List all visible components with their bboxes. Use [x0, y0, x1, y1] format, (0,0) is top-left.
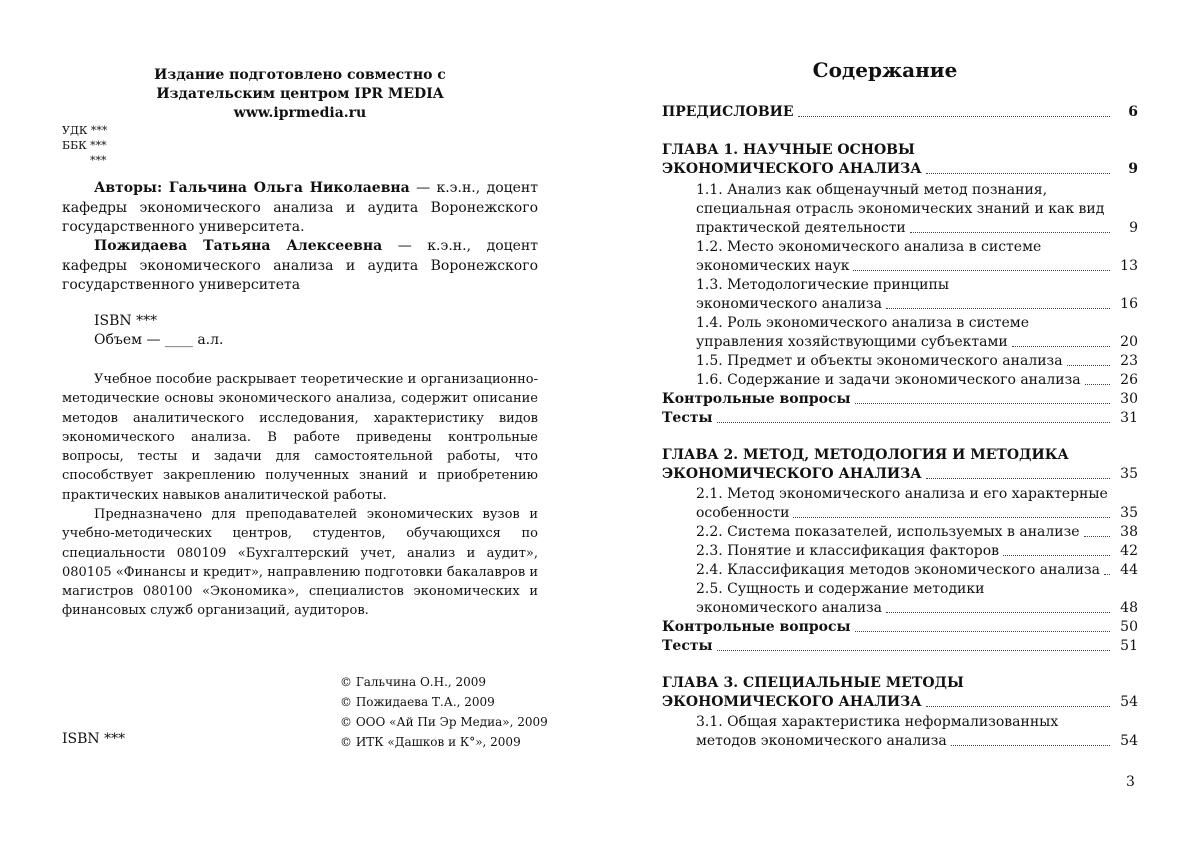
toc-entry-text: экономических наук [696, 258, 850, 274]
udk-code: УДК *** [62, 124, 108, 137]
toc-entry-text: 2.3. Понятие и классификация факторов [696, 543, 1000, 559]
toc-entry-section-2-5[interactable] [696, 599, 1138, 618]
toc-page-number: 54 [1120, 694, 1138, 710]
dot-leader [855, 403, 1110, 404]
toc-section-1-1-line-1: 1.1. Анализ как общенаучный метод познания, [696, 182, 1048, 198]
author-2-name: Пожидаева Татьяна Алексеевна [94, 238, 383, 254]
toc-entry-text: ЭКОНОМИЧЕСКОГО АНАЛИЗА [662, 161, 922, 177]
toc-page-number: 38 [1120, 524, 1138, 540]
toc-entry-section-3-1[interactable] [696, 732, 1138, 751]
toc-entry-text: 2.2. Система показателей, используемых в анализе [696, 524, 1080, 540]
annotation-paragraph-2: Предназначено для преподавателей экономических вузов и учебно-методических центров, студентов, обучающихся по специальности 080109 «Бухгалтерский учет, анализ и аудит», 080105 «Финансы и кредит», направлению подготовки бакалавров и магистров 080100 «Экономика», специалистов экономических и финансовых служб организаций, аудиторов. [62, 507, 538, 619]
toc-page-number: 9 [1129, 220, 1138, 236]
toc-page-number: 13 [1120, 258, 1138, 274]
annotation-paragraph-1: Учебное пособие раскрывает теоретические и организационно-методические основы экономического анализа, содержит описание методов аналитического исследования, характеристику видов экономического анализа. В работе приведены контрольные вопросы, тесты и задачи для самостоятельной работы, что способствует закреплению полученных знаний и приобретению практических навыков аналитической работы. [62, 372, 538, 503]
toc-entry-chapter-2[interactable] [662, 465, 1138, 484]
dot-leader [886, 612, 1110, 613]
toc-entry-section-2-4[interactable] [696, 561, 1138, 580]
toc-entry-text: методов экономического анализа [696, 733, 947, 749]
toc-page-number: 26 [1120, 372, 1138, 388]
toc-entry-text: особенности [696, 505, 790, 521]
toc-entry-section-2-2[interactable] [696, 523, 1138, 542]
dot-leader [717, 422, 1110, 423]
toc-page-number: 16 [1120, 296, 1138, 312]
toc-page-number: 23 [1120, 353, 1138, 369]
author-1-info: — к.э.н., доцент кафедры экономического анализа и аудита Воронежского государственного университета. [62, 180, 538, 235]
toc-entry-text: управления хозяйствующими субъектами [696, 334, 1008, 350]
toc-chapter-2-line-1: ГЛАВА 2. МЕТОД, МЕТОДОЛОГИЯ И МЕТОДИКА [662, 447, 1069, 463]
toc-page-number: 54 [1120, 733, 1138, 749]
dot-leader [1003, 555, 1110, 556]
toc-entry-chapter-1[interactable] [662, 160, 1138, 179]
toc-entry-text: экономического анализа [696, 600, 883, 616]
toc-section-2-1-line-1: 2.1. Метод экономического анализа и его характерные [696, 486, 1108, 502]
dot-leader [886, 308, 1110, 309]
toc-entry-control-questions-2[interactable] [662, 618, 1138, 637]
toc-entry-section-2-1[interactable] [696, 504, 1138, 523]
toc-entry-text: ПРЕДИСЛОВИЕ [662, 104, 794, 120]
toc-entry-control-questions-1[interactable] [662, 390, 1138, 409]
toc-section-1-1-line-2: специальная отрасль экономических знаний и как вид [696, 201, 1105, 217]
dot-leader [717, 650, 1110, 651]
volume: Объем — ____ а.л. [94, 332, 224, 348]
toc-section-2-5-line-1: 2.5. Сущность и содержание методики [696, 581, 985, 597]
toc-entry-section-1-6[interactable] [696, 371, 1138, 390]
dot-leader [910, 232, 1110, 233]
author-mark: *** [90, 154, 107, 167]
toc-section-1-4-line-1: 1.4. Роль экономического анализа в системе [696, 315, 1029, 331]
copyright-1: © Гальчина О.Н., 2009 [340, 675, 487, 689]
toc-entry-section-2-3[interactable] [696, 542, 1138, 561]
dot-leader [1085, 384, 1110, 385]
toc-section-1-2-line-1: 1.2. Место экономического анализа в системе [696, 239, 1042, 255]
dot-leader [1104, 574, 1110, 575]
toc-title: Содержание [812, 58, 958, 82]
toc-section-3-1-line-1: 3.1. Общая характеристика неформализованных [696, 714, 1059, 730]
toc-page-number: 35 [1120, 505, 1138, 521]
toc-entry-text: практической деятельности [696, 220, 906, 236]
toc-page-number: 6 [1128, 104, 1138, 120]
author-1-name: Авторы: Гальчина Ольга Николаевна [94, 180, 410, 196]
toc-entry-text: 2.4. Классификация методов экономического анализа [696, 562, 1100, 578]
publisher-line-2: Издательским центром IPR MEDIA [156, 86, 444, 102]
toc-page-number: 35 [1120, 466, 1138, 482]
publisher-line-1: Издание подготовлено совместно с [154, 67, 446, 83]
dot-leader [926, 173, 1110, 174]
isbn-bottom: ISBN *** [62, 731, 126, 747]
toc-page-number: 51 [1120, 638, 1138, 654]
toc-entry-text: экономического анализа [696, 296, 883, 312]
toc-entry-text: ЭКОНОМИЧЕСКОГО АНАЛИЗА [662, 466, 922, 482]
toc-page-number: 48 [1120, 600, 1138, 616]
bbk-code: ББК *** [62, 139, 107, 152]
publisher-website: www.iprmedia.ru [233, 105, 367, 121]
dot-leader [926, 706, 1110, 707]
right-page [600, 0, 1200, 848]
toc-page-number: 42 [1120, 543, 1138, 559]
toc-page-number: 9 [1128, 161, 1138, 177]
isbn: ISBN *** [94, 313, 158, 329]
toc-entry-text: ЭКОНОМИЧЕСКОГО АНАЛИЗА [662, 694, 922, 710]
dot-leader [798, 116, 1110, 117]
toc-chapter-1-line-1: ГЛАВА 1. НАУЧНЫЕ ОСНОВЫ [662, 142, 915, 158]
dot-leader [853, 270, 1110, 271]
toc-entry-tests-1[interactable] [662, 409, 1138, 428]
author-2 [62, 237, 538, 296]
dot-leader [926, 478, 1110, 479]
toc-entry-chapter-3[interactable] [662, 693, 1138, 712]
dot-leader [793, 517, 1110, 518]
toc-entry-text: 1.6. Содержание и задачи экономического анализа [696, 372, 1081, 388]
dot-leader [1084, 536, 1110, 537]
toc-entry-text: Контрольные вопросы [662, 391, 851, 407]
toc-entry-section-1-2[interactable] [696, 257, 1138, 276]
toc-entry-preface[interactable] [662, 103, 1138, 122]
toc-page-number: 50 [1120, 619, 1138, 635]
toc-entry-text: 1.5. Предмет и объекты экономического анализа [696, 353, 1063, 369]
toc-page-number: 30 [1120, 391, 1138, 407]
dot-leader [1067, 365, 1110, 366]
copyright-3: © ООО «Ай Пи Эр Медиа», 2009 [340, 715, 548, 729]
dot-leader [855, 631, 1110, 632]
toc-entry-text: Тесты [662, 410, 713, 426]
copyright-4: © ИТК «Дашков и К°», 2009 [340, 735, 521, 749]
author-1 [62, 179, 538, 238]
dot-leader [1012, 346, 1110, 347]
toc-entry-section-1-1[interactable] [696, 219, 1138, 238]
copyright-2: © Пожидаева Т.А., 2009 [340, 695, 495, 709]
toc-entry-section-1-4[interactable] [696, 333, 1138, 352]
dot-leader [951, 745, 1110, 746]
toc-section-1-3-line-1: 1.3. Методологические принципы [696, 277, 949, 293]
toc-entry-section-1-3[interactable] [696, 295, 1138, 314]
toc-entry-section-1-5[interactable] [696, 352, 1138, 371]
toc-chapter-3-line-1: ГЛАВА 3. СПЕЦИАЛЬНЫЕ МЕТОДЫ [662, 675, 964, 691]
author-2-info: — к.э.н., доцент кафедры экономического анализа и аудита Воронежского государственного университета [62, 238, 538, 293]
page-number: 3 [1126, 774, 1135, 790]
toc-entry-text: Контрольные вопросы [662, 619, 851, 635]
toc-entry-tests-2[interactable] [662, 637, 1138, 656]
toc-page-number: 44 [1120, 562, 1138, 578]
toc-entry-text: Тесты [662, 638, 713, 654]
toc-page-number: 31 [1120, 410, 1138, 426]
toc-page-number: 20 [1120, 334, 1138, 350]
